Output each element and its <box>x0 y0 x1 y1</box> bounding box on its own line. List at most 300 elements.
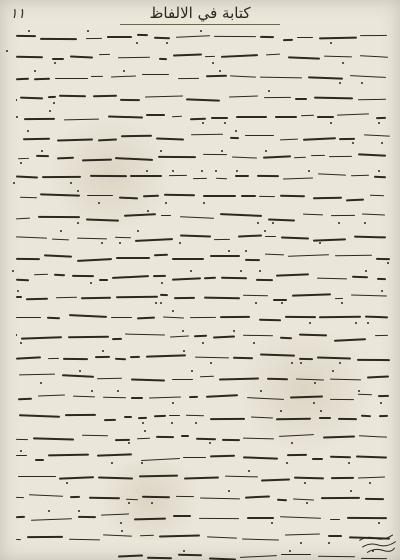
ink-dot <box>17 290 19 292</box>
ink-dot <box>212 62 214 64</box>
ink-stroke <box>360 34 387 35</box>
ink-stroke <box>261 479 290 482</box>
ink-stroke <box>20 336 61 340</box>
ink-stroke <box>295 97 307 99</box>
ink-dot <box>136 42 138 44</box>
ink-stroke <box>18 157 29 159</box>
ink-dot <box>320 410 322 412</box>
ink-stroke <box>263 97 290 98</box>
folio-mark: ١١ <box>10 6 26 22</box>
ink-stroke <box>38 216 80 219</box>
ink-dot <box>304 482 306 484</box>
ink-dot <box>253 342 255 344</box>
ink-dot <box>224 122 226 124</box>
ink-stroke <box>257 174 279 176</box>
ink-stroke <box>303 214 323 216</box>
ink-dot <box>171 422 173 424</box>
ink-stroke <box>172 278 201 281</box>
ink-stroke <box>377 278 386 280</box>
ink-dot <box>203 202 205 204</box>
ink-stroke <box>70 495 80 497</box>
ink-stroke <box>81 296 111 299</box>
ink-stroke <box>161 215 171 216</box>
ink-stroke <box>104 418 116 420</box>
ink-stroke <box>230 137 239 139</box>
ink-stroke <box>69 314 107 318</box>
ink-dot <box>300 542 302 544</box>
ink-stroke <box>134 517 166 520</box>
ink-stroke <box>232 157 257 159</box>
ink-stroke <box>312 458 323 460</box>
ink-dot <box>245 250 247 252</box>
ink-dot <box>355 322 357 324</box>
ink-stroke <box>331 215 355 216</box>
ink-dot <box>240 270 242 272</box>
ink-stroke <box>159 534 200 537</box>
ink-stroke <box>97 378 122 380</box>
ink-stroke <box>222 439 240 441</box>
ink-stroke <box>26 297 48 299</box>
ink-dot <box>281 302 283 304</box>
ink-stroke <box>172 379 193 380</box>
ink-dot <box>111 462 113 464</box>
ink-stroke <box>265 236 276 237</box>
ink-stroke <box>16 439 28 440</box>
ink-stroke <box>358 99 386 101</box>
ink-stroke <box>247 517 274 519</box>
ink-stroke <box>153 275 166 277</box>
ink-stroke <box>118 554 144 557</box>
ink-stroke <box>115 358 126 360</box>
handwritten-line <box>12 508 392 528</box>
ink-stroke <box>242 538 279 540</box>
ink-stroke <box>16 99 17 101</box>
ink-dot <box>120 522 122 524</box>
ink-stroke <box>149 397 181 399</box>
ink-stroke <box>296 378 324 380</box>
ink-stroke <box>52 238 69 240</box>
ink-dot <box>330 122 332 124</box>
ink-stroke <box>376 258 390 260</box>
ink-dot <box>166 42 168 44</box>
ink-dot <box>228 250 230 252</box>
ink-dot <box>146 170 148 172</box>
ink-dot <box>215 170 217 172</box>
ink-stroke <box>378 395 389 397</box>
ink-stroke <box>16 278 30 281</box>
ink-stroke <box>54 274 65 277</box>
ink-stroke <box>143 194 159 197</box>
ink-dot <box>265 150 267 152</box>
ink-stroke <box>193 178 207 179</box>
ink-stroke <box>351 174 369 176</box>
ink-dot <box>91 390 93 392</box>
ink-stroke <box>190 317 216 319</box>
ink-stroke <box>221 54 258 57</box>
ink-stroke <box>319 37 357 39</box>
ink-stroke <box>119 196 138 199</box>
ink-dot <box>6 50 8 52</box>
ink-stroke <box>176 496 194 497</box>
ink-stroke <box>59 95 86 97</box>
ink-stroke <box>57 138 93 141</box>
ink-stroke <box>238 234 262 237</box>
ink-stroke <box>16 356 41 359</box>
ink-stroke <box>170 336 189 338</box>
ink-dot <box>364 222 366 224</box>
ink-stroke <box>147 557 172 560</box>
ink-dot <box>191 370 193 372</box>
ink-stroke <box>178 78 199 80</box>
ink-stroke <box>65 414 96 416</box>
ink-dot <box>338 222 340 224</box>
ink-stroke <box>158 156 196 158</box>
ink-stroke <box>216 177 227 179</box>
ink-stroke <box>62 374 94 377</box>
ink-dot <box>202 342 204 344</box>
ink-dot <box>102 350 104 352</box>
ink-stroke <box>180 216 214 219</box>
ink-stroke <box>141 458 180 461</box>
ink-dot <box>228 490 230 492</box>
handwritten-line <box>12 288 392 308</box>
ink-dot <box>367 322 369 324</box>
ink-stroke <box>116 257 150 259</box>
ink-stroke <box>164 194 195 197</box>
ink-stroke <box>220 276 247 279</box>
ink-stroke <box>191 134 223 136</box>
ink-stroke <box>31 518 72 521</box>
ink-dot <box>53 102 55 104</box>
ink-dot <box>378 522 380 524</box>
ink-dot <box>308 170 310 172</box>
ink-dot <box>236 170 238 172</box>
ink-stroke <box>283 178 313 180</box>
ink-stroke <box>24 118 56 120</box>
handwritten-line <box>12 328 392 348</box>
ink-dot <box>77 222 79 224</box>
ink-stroke <box>311 155 325 157</box>
ink-stroke <box>275 116 297 118</box>
ink-stroke <box>330 378 361 380</box>
ink-stroke <box>52 58 64 60</box>
ink-stroke <box>281 236 309 239</box>
ink-stroke <box>210 455 236 457</box>
handwritten-line <box>12 228 392 248</box>
ink-stroke <box>89 497 120 499</box>
ink-stroke <box>260 354 295 357</box>
ink-dot <box>291 442 293 444</box>
ink-stroke <box>281 554 311 555</box>
ink-stroke <box>294 157 306 159</box>
ink-dot <box>172 310 174 312</box>
ink-stroke <box>365 498 384 500</box>
ink-stroke <box>178 554 202 557</box>
ink-stroke <box>314 97 353 100</box>
ink-stroke <box>57 157 75 160</box>
ink-dot <box>101 242 103 244</box>
ink-stroke <box>124 416 132 418</box>
ink-stroke <box>16 317 41 318</box>
ink-stroke <box>196 438 216 441</box>
ink-stroke <box>370 194 384 195</box>
ink-stroke <box>313 238 346 242</box>
ink-stroke <box>27 536 63 538</box>
ink-stroke <box>265 254 284 256</box>
ink-stroke <box>195 356 229 358</box>
ink-dot <box>210 362 212 364</box>
ink-dot <box>328 542 330 544</box>
ink-dot <box>248 470 250 472</box>
ink-dot <box>20 162 22 164</box>
ink-stroke <box>139 474 178 476</box>
ink-stroke <box>111 75 136 77</box>
ink-stroke <box>358 394 372 396</box>
ink-stroke <box>313 196 342 198</box>
ink-stroke <box>230 75 256 77</box>
ink-dot <box>264 230 266 232</box>
ink-stroke <box>48 96 56 98</box>
ink-stroke <box>317 277 347 279</box>
ink-stroke <box>290 395 323 398</box>
ink-stroke <box>321 496 360 499</box>
ink-dot <box>119 242 121 244</box>
ink-stroke <box>72 275 94 277</box>
ink-stroke <box>99 279 108 281</box>
ink-stroke <box>98 477 133 481</box>
ink-stroke <box>130 175 162 177</box>
ink-stroke <box>206 394 238 397</box>
ink-dot <box>144 430 146 432</box>
ink-stroke <box>19 414 60 418</box>
ink-stroke <box>301 114 314 116</box>
ink-stroke <box>20 197 37 199</box>
ink-stroke <box>135 238 173 242</box>
ink-dot <box>183 350 185 352</box>
handwritten-line <box>12 388 392 408</box>
ink-stroke <box>103 397 126 399</box>
ink-dot <box>369 482 371 484</box>
ink-stroke <box>339 138 355 140</box>
ink-stroke <box>56 296 77 298</box>
ink-dot <box>286 462 288 464</box>
ink-stroke <box>211 117 228 119</box>
ink-dot <box>161 282 163 284</box>
ink-stroke <box>375 335 388 337</box>
ink-stroke <box>319 417 331 419</box>
ink-stroke <box>266 54 280 56</box>
ink-stroke <box>240 556 277 559</box>
ink-stroke <box>279 435 314 438</box>
ink-dot <box>339 362 341 364</box>
ink-dot <box>147 210 149 212</box>
ink-stroke <box>330 398 354 399</box>
ink-dot <box>123 70 125 72</box>
handwritten-line <box>12 428 392 448</box>
handwritten-line <box>12 368 392 388</box>
ink-dot <box>289 550 291 552</box>
ink-stroke <box>16 516 26 518</box>
ink-stroke <box>351 294 387 296</box>
ink-stroke <box>347 517 387 519</box>
ink-stroke <box>219 378 259 381</box>
ink-stroke <box>214 36 256 38</box>
ink-stroke <box>213 336 235 339</box>
ink-stroke <box>42 176 81 178</box>
ink-stroke <box>318 555 355 557</box>
ink-stroke <box>44 254 72 257</box>
ink-stroke <box>16 455 27 456</box>
ink-stroke <box>220 316 250 318</box>
ink-stroke <box>365 316 388 318</box>
ink-dot <box>183 550 185 552</box>
ink-stroke <box>64 118 99 120</box>
ink-dot <box>260 390 262 392</box>
ink-dot <box>142 422 144 424</box>
ink-dot <box>27 130 29 132</box>
ink-stroke <box>137 317 155 319</box>
ink-stroke <box>346 198 364 201</box>
ink-stroke <box>186 98 220 101</box>
ink-stroke <box>174 297 195 299</box>
ink-stroke <box>334 338 366 341</box>
ink-dot <box>319 242 321 244</box>
ink-stroke <box>285 534 320 537</box>
ink-stroke <box>16 538 21 540</box>
ink-dot <box>380 402 382 404</box>
ink-stroke <box>335 298 343 300</box>
ink-stroke <box>34 274 48 276</box>
ink-dot <box>339 82 341 84</box>
handwritten-line <box>12 168 392 188</box>
ink-stroke <box>294 476 324 479</box>
ink-stroke <box>156 436 174 439</box>
ink-stroke <box>350 75 386 78</box>
ink-stroke <box>16 497 24 499</box>
handwritten-line <box>12 308 392 328</box>
ink-dot <box>330 42 332 44</box>
handwritten-line <box>12 188 392 208</box>
ink-stroke <box>280 337 292 339</box>
ink-stroke <box>99 54 110 55</box>
ink-stroke <box>259 196 275 198</box>
ink-stroke <box>18 398 32 400</box>
ink-stroke <box>277 498 287 500</box>
ink-stroke <box>116 295 158 298</box>
ink-dot <box>182 330 184 332</box>
ink-stroke <box>142 496 170 499</box>
ink-stroke <box>180 235 211 238</box>
ink-stroke <box>160 294 169 296</box>
ink-dot <box>219 70 221 72</box>
ink-stroke <box>68 336 109 339</box>
ink-dot <box>202 122 204 124</box>
ink-stroke <box>338 418 357 420</box>
ink-stroke <box>235 175 249 177</box>
ink-stroke <box>243 456 278 459</box>
ink-dot <box>268 90 270 92</box>
ink-dot <box>78 510 80 512</box>
ink-stroke <box>233 357 253 359</box>
ink-stroke <box>199 518 239 520</box>
ink-stroke <box>131 378 165 381</box>
ink-stroke <box>225 476 258 478</box>
ink-stroke <box>40 194 80 197</box>
ink-stroke <box>324 56 352 58</box>
handwritten-line <box>12 408 392 428</box>
ink-dot <box>12 270 14 272</box>
ink-stroke <box>130 356 140 358</box>
ink-dot <box>117 390 119 392</box>
ink-stroke <box>280 516 321 519</box>
ink-stroke <box>126 498 138 500</box>
ink-stroke <box>280 195 305 197</box>
ink-dot <box>28 30 30 32</box>
ink-dot <box>87 30 89 32</box>
ink-dot <box>381 290 383 292</box>
ink-stroke <box>91 76 103 77</box>
ink-stroke <box>18 476 56 477</box>
ink-dot <box>172 402 174 404</box>
ink-stroke <box>328 535 342 537</box>
ink-dot <box>195 422 197 424</box>
ink-dot <box>313 402 315 404</box>
ink-stroke <box>16 56 43 58</box>
handwritten-line <box>12 548 392 560</box>
handwritten-line <box>12 248 392 268</box>
ink-dot <box>201 170 203 172</box>
ink-stroke <box>247 397 284 400</box>
ink-stroke <box>204 297 240 300</box>
ink-stroke <box>16 236 47 238</box>
ink-stroke <box>73 396 95 398</box>
ink-stroke <box>245 496 271 499</box>
ink-dot <box>272 222 274 224</box>
ink-dot <box>358 390 360 392</box>
ink-stroke <box>356 455 387 458</box>
ink-stroke <box>330 519 340 520</box>
ink-dot <box>332 370 334 372</box>
ink-stroke <box>362 214 385 216</box>
ink-stroke <box>140 535 154 537</box>
ink-stroke <box>86 218 119 221</box>
ink-stroke <box>77 258 112 262</box>
ink-stroke <box>138 417 147 420</box>
ink-stroke <box>318 173 346 176</box>
ink-stroke <box>299 358 313 360</box>
ink-stroke <box>280 139 298 141</box>
ink-stroke <box>36 154 49 157</box>
ink-stroke <box>115 439 130 441</box>
handwritten-line <box>12 528 392 548</box>
ink-stroke <box>205 56 215 58</box>
ink-stroke <box>16 116 18 118</box>
ink-stroke <box>256 279 273 281</box>
ink-stroke <box>103 534 132 537</box>
ink-dot <box>378 170 380 172</box>
ink-dot <box>257 222 259 224</box>
handwritten-line <box>12 268 392 288</box>
ink-stroke <box>361 414 371 416</box>
ink-stroke <box>317 116 334 118</box>
ink-stroke <box>260 36 274 38</box>
ink-stroke <box>329 156 352 158</box>
ink-stroke <box>337 113 369 116</box>
ink-dot <box>291 362 293 364</box>
ink-stroke <box>172 258 204 260</box>
ink-stroke <box>130 397 142 399</box>
ink-dot <box>121 530 123 532</box>
